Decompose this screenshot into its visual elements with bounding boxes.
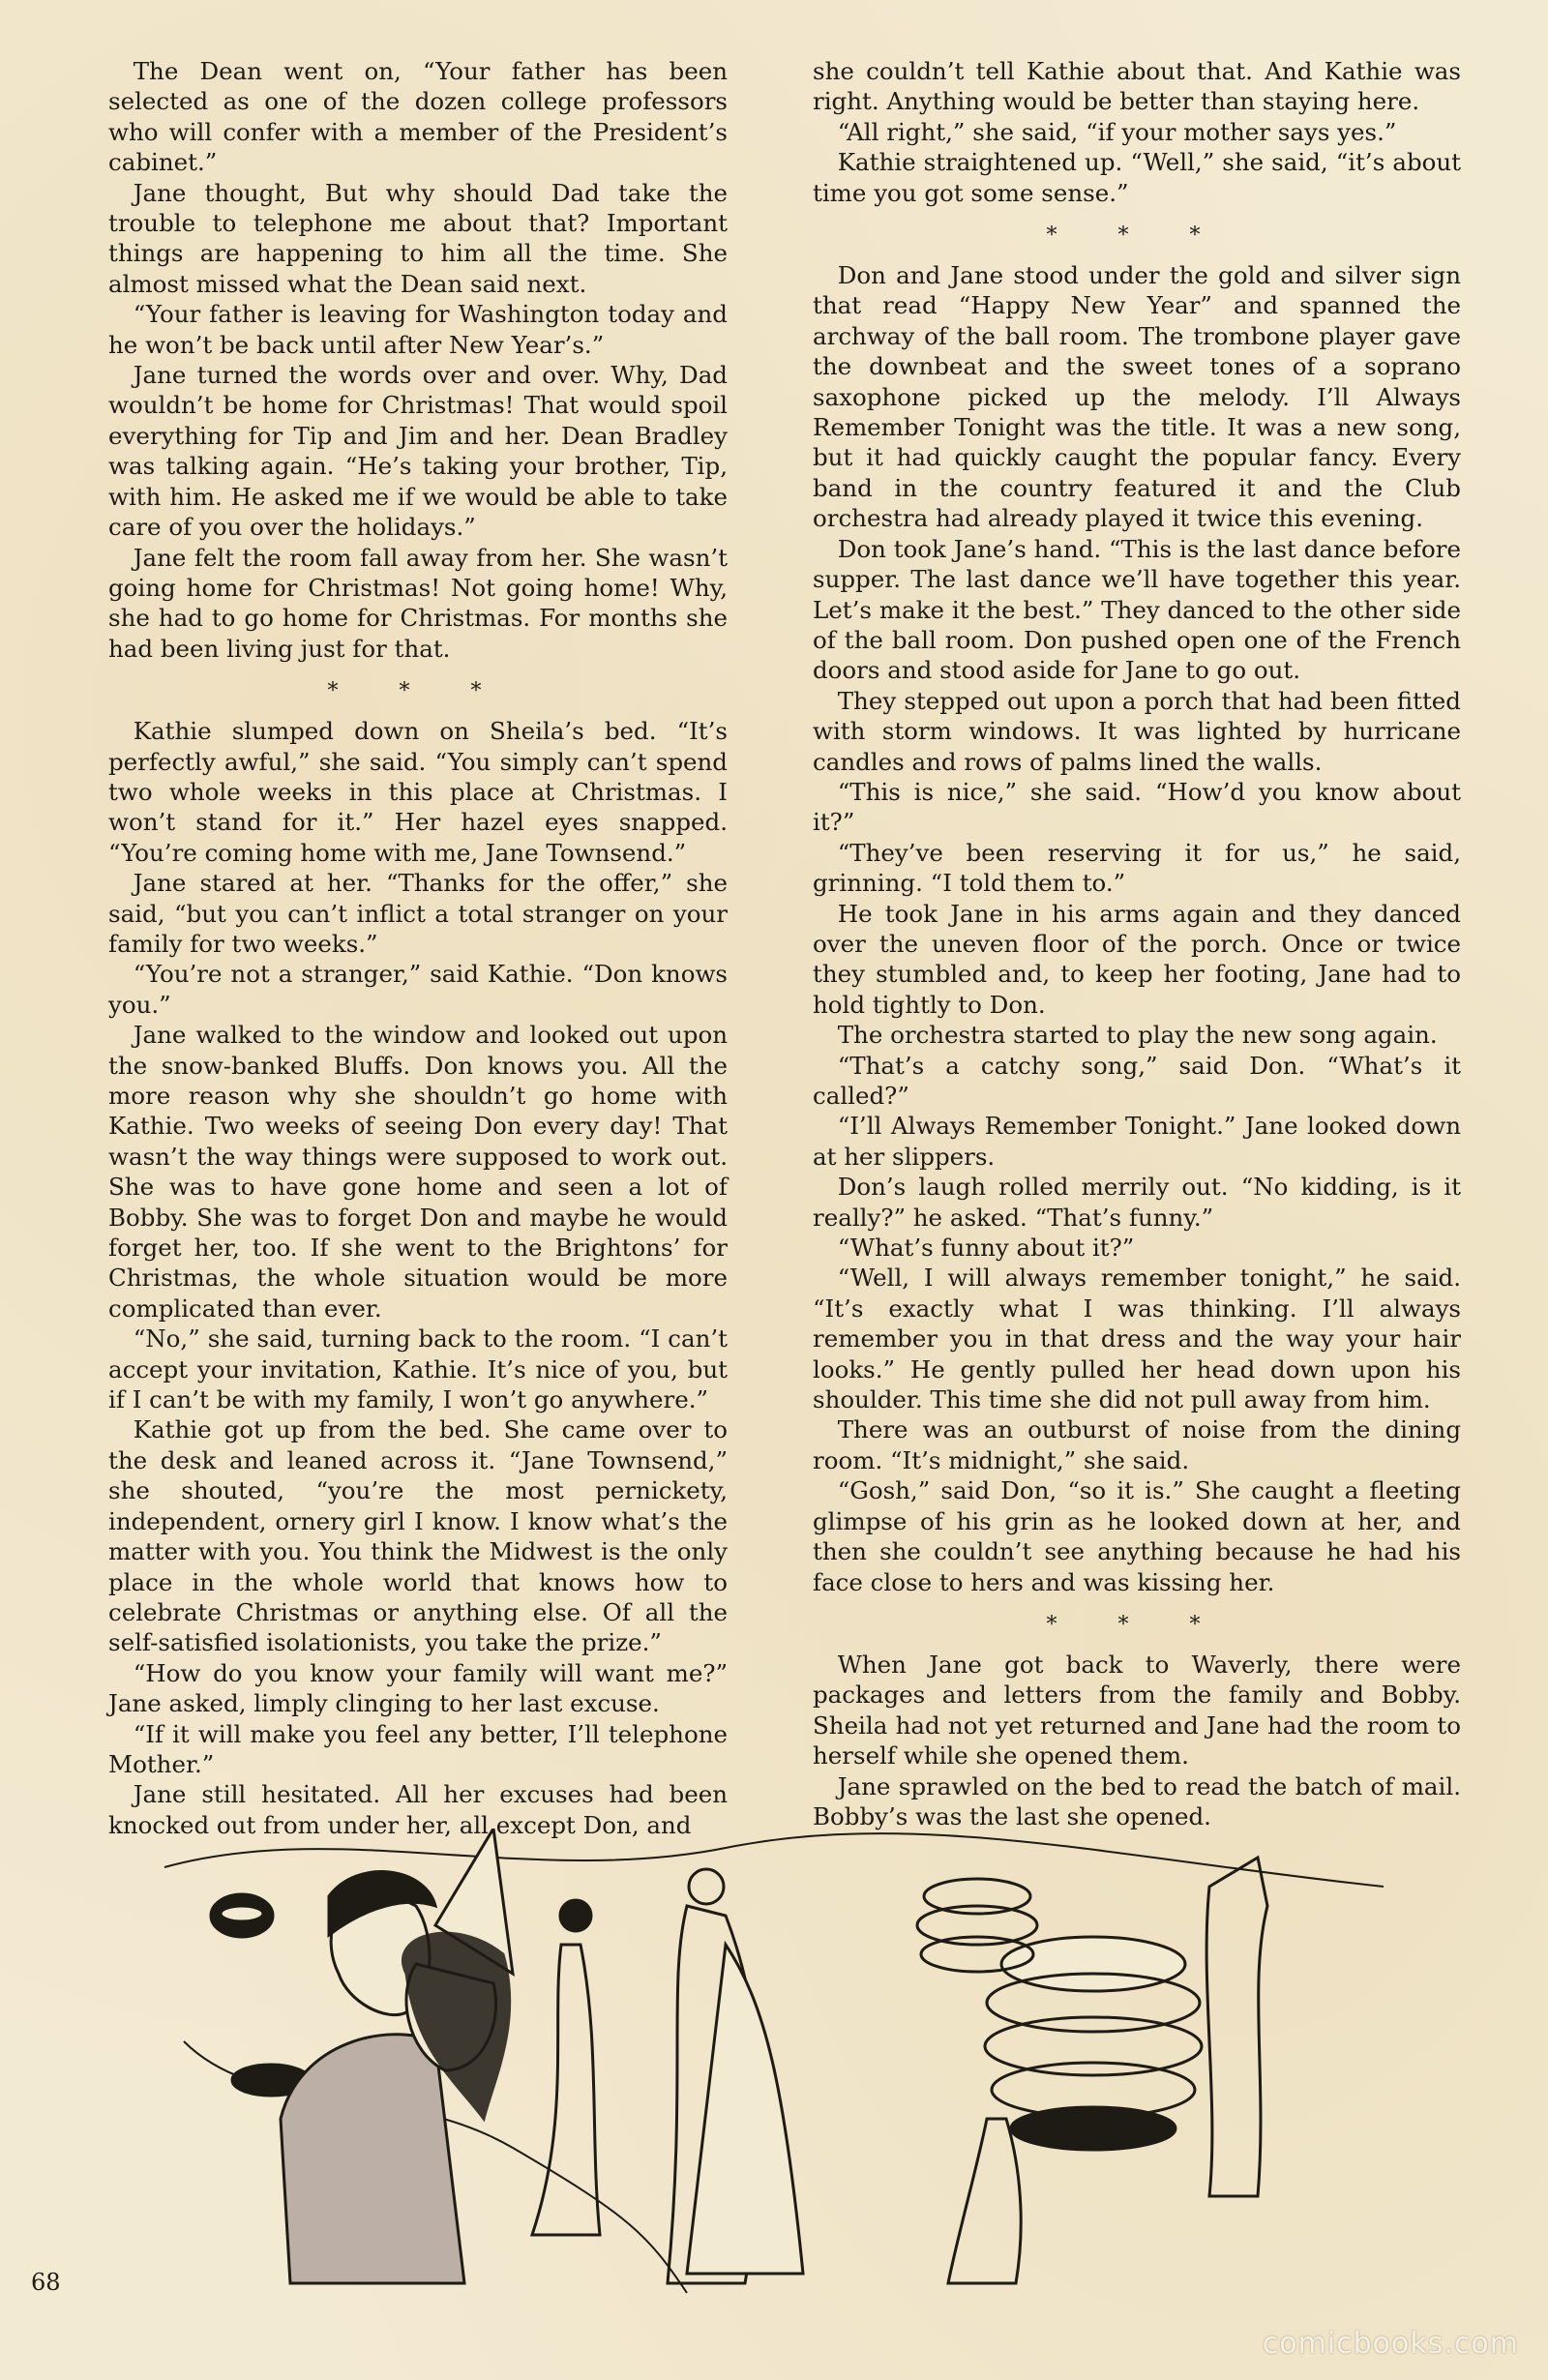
- paragraph: “I’ll Always Remember Tonight.” Jane looked down at her slippers.: [813, 1112, 1461, 1171]
- paragraph: He took Jane in his arms again and they danced over the uneven floor of the porch. Once or twice they stumbled and, to keep her footing, Jane had to hold tightly to Don.: [813, 899, 1461, 1019]
- ballroom-dancers-illustration: [145, 1829, 1403, 2341]
- paragraph: “That’s a catchy song,” said Don. “What’s it called?”: [813, 1051, 1461, 1110]
- paragraph: When Jane got back to Waverly, there were packages and letters from the family and Bobby. Sheila had not yet returned and Jane had the room to herself while she opened them.: [813, 1650, 1461, 1770]
- section-separator: * * *: [1046, 223, 1228, 249]
- paragraph: Jane felt the room fall away from her. She wasn’t going home for Christmas! Not going home! Why, she had to go home for Christmas. For months she had been living just for that.: [108, 543, 728, 663]
- left-text-column: [108, 56, 728, 1840]
- paragraph: “Gosh,” said Don, “so it is.” She caught a fleeting glimpse of his grin as he looked down at her, and then she couldn’t see anything because he had his face close to hers and was kissing her.: [813, 1476, 1461, 1596]
- paragraph: Jane walked to the window and looked out upon the snow-banked Bluffs. Don knows you. All the more reason why she shouldn’t go home with Kathie. Two weeks of seeing Don every day! That wasn’t the way things were supposed to work out. She was to have gone home and seen a lot of Bobby. She was to forget Don and maybe he would forget her, too. If she went to the Brightons’ for Christmas, the whole situation would be more complicated than ever.: [108, 1021, 728, 1323]
- paragraph: Kathie slumped down on Sheila’s bed. “It’s perfectly awful,” she said. “You simply can’t spend two whole weeks in this place at Christmas. I won’t stand for it.” Her hazel eyes snapped. “You’re coming home with me, Jane Townsend.”: [108, 717, 728, 867]
- paper-lantern-icon: [985, 1937, 1202, 2150]
- paragraph: The Dean went on, “Your father has been selected as one of the dozen college professors who will confer with a member of the President’s cabinet.”: [108, 57, 728, 177]
- paragraph: “How do you know your family will want me?” Jane asked, limply clinging to her last excuse.: [108, 1658, 728, 1718]
- paragraph: Jane turned the words over and over. Why, Dad wouldn’t be home for Christmas! That would spoil everything for Tip and Jim and her. Dean Bradley was talking again. “He’s taking your brother, Tip, with him. He asked me if we would be able to take care of you over the holidays.”: [108, 361, 728, 542]
- paragraph: Don and Jane stood under the gold and silver sign that read “Happy New Year” and spanned the archway of the ball room. The trombone player gave the downbeat and the sweet tones of a soprano saxophone picked up the melody. I’ll Always Remember Tonight was the title. It was a new song, but it had quickly caught the popular fancy. Every band in the country featured it and the Club orchestra had already played it twice this evening.: [813, 261, 1461, 533]
- page-number: 68: [31, 2269, 61, 2296]
- paragraph: Jane thought, But why should Dad take the trouble to telephone me about that? Important things are happening to him all the time. She almost missed what the Dean said next.: [108, 178, 728, 298]
- paragraph: Jane still hesitated. All her excuses had been knocked out from under her, all except Don, and: [108, 1780, 728, 1839]
- paragraph: “They’ve been reserving it for us,” he said, grinning. “I told them to.”: [813, 838, 1461, 898]
- paragraph: “What’s funny about it?”: [837, 1234, 1135, 1263]
- paragraph: Kathie got up from the bed. She came over to the desk and leaned across it. “Jane Townsend,” she shouted, “you’re the most pernickety, independent, ornery girl I know. I know what’s the matter with you. You think the Midwest is the only place in the whole world that knows how to celebrate Christmas or anything else. Of all the self-satisfied isolationists, you take the prize.”: [108, 1415, 728, 1657]
- paragraph: There was an outburst of noise from the dining room. “It’s midnight,” she said.: [813, 1415, 1461, 1474]
- paragraph: “Well, I will always remember tonight,” he said. “It’s exactly what I was thinking. I’ll always remember you in that dress and the way your hair looks.” He gently pulled her head down upon his shoulder. This time she did not pull away from him.: [813, 1264, 1461, 1414]
- paragraph: Jane sprawled on the bed to read the batch of mail. Bobby’s was the last she opened.: [813, 1771, 1461, 1830]
- paragraph: Jane stared at her. “Thanks for the offer,” she said, “but you can’t inflict a total stranger on your family for two weeks.”: [108, 869, 728, 958]
- paragraph: Don’s laugh rolled merrily out. “No kidding, is it really?” he asked. “That’s funny.”: [813, 1173, 1461, 1232]
- section-separator: * * *: [327, 679, 509, 704]
- right-text-column: [813, 56, 1461, 1831]
- paragraph: “No,” she said, turning back to the room. “I can’t accept your invitation, Kathie. It’s nice of you, but if I can’t be with my family, I won’t go anywhere.”: [108, 1324, 728, 1414]
- paragraph: she couldn’t tell Kathie about that. And Kathie was right. Anything would be better than staying here.: [813, 57, 1461, 116]
- paragraph: “If it will make you feel any better, I’ll telephone Mother.”: [108, 1719, 728, 1778]
- paragraph: They stepped out upon a porch that had been fitted with storm windows. It was lighted by hurricane candles and rows of palms lined the walls.: [813, 686, 1461, 776]
- paragraph: “You’re not a stranger,” said Kathie. “Don knows you.”: [108, 960, 728, 1019]
- paragraph: “All right,” she said, “if your mother says yes.”: [837, 117, 1397, 146]
- paragraph: Don took Jane’s hand. “This is the last dance before supper. The last dance we’ll have together this year. Let’s make it the best.” They danced to the other side of the ball room. Don pushed open one of the French doors and stood aside for Jane to go out.: [813, 534, 1461, 685]
- paragraph: “Your father is leaving for Washington today and he won’t be back until after New Year’s.”: [108, 300, 728, 359]
- watermark: comicbooks.com: [1262, 2327, 1519, 2361]
- paragraph: Kathie straightened up. “Well,” she said, “it’s about time you got some sense.”: [813, 148, 1461, 207]
- paragraph: The orchestra started to play the new song again.: [837, 1021, 1438, 1050]
- section-separator: * * *: [1046, 1612, 1228, 1637]
- paragraph: “This is nice,” she said. “How’d you know about it?”: [813, 777, 1461, 837]
